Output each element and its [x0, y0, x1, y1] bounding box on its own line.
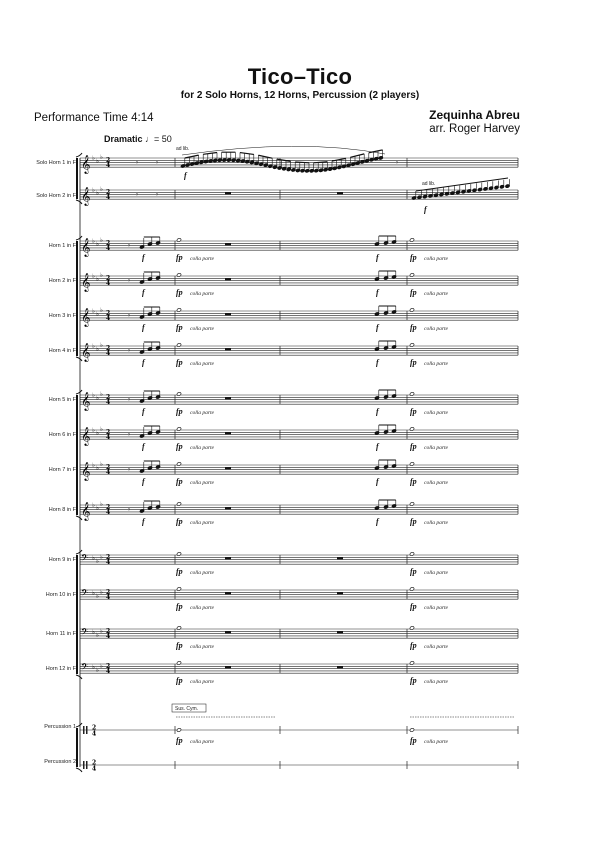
dynamic-fp: fp [410, 442, 417, 451]
whole-note [177, 502, 182, 506]
colla-parte-marking: colla parte [190, 520, 214, 526]
sus-cym-label: Sus. Cym. [175, 706, 199, 712]
piece-title: Tico–Tico [247, 64, 353, 89]
colla-parte-marking: colla parte [190, 739, 214, 745]
dynamic-fp: fp [176, 676, 183, 685]
dynamic-fp: fp [176, 407, 183, 416]
key-signature-flat: ♭ [100, 628, 103, 635]
eighth-rest: 𝄾 [156, 191, 158, 199]
whole-note [177, 308, 182, 312]
eighth-rest: 𝄾 [128, 396, 130, 404]
whole-rest [225, 592, 231, 594]
dynamic-fp: fp [176, 567, 183, 576]
key-signature-flat: ♭ [96, 346, 99, 353]
dynamic-fp: fp [410, 736, 417, 745]
dynamic-fp: fp [176, 253, 183, 262]
key-signature-flat: ♭ [100, 154, 103, 161]
key-signature-flat: ♭ [100, 237, 103, 244]
time-signature-top: 2 [92, 724, 97, 732]
whole-rest [225, 631, 231, 633]
colla-parte-marking: colla parte [424, 644, 448, 650]
dynamic-f: f [376, 323, 379, 332]
composer-name: Zequinha Abreu [429, 108, 520, 122]
eighth-rest: 𝄾 [128, 506, 130, 514]
treble-clef: 𝄞 [81, 342, 91, 362]
whole-note [177, 587, 182, 591]
eighth-rest: 𝄾 [128, 347, 130, 355]
dynamic-fp: fp [410, 517, 417, 526]
eighth-rest: 𝄾 [128, 312, 130, 320]
dynamic-fp: fp [410, 567, 417, 576]
key-signature-flat: ♭ [96, 190, 99, 197]
percussion-clef [83, 761, 85, 769]
bass-clef: 𝄢 [81, 626, 89, 640]
time-signature-bottom: 4 [106, 399, 111, 407]
whole-note [177, 552, 182, 556]
bass-clef: 𝄢 [81, 661, 89, 675]
whole-rest [225, 557, 231, 559]
whole-note [410, 502, 415, 506]
beam [240, 153, 254, 155]
colla-parte-marking: colla parte [190, 445, 214, 451]
whole-note [410, 587, 415, 591]
dynamic-f: f [424, 205, 427, 214]
whole-note [410, 273, 415, 277]
key-signature-flat: ♭ [92, 664, 95, 671]
eighth-rest: 𝄾 [128, 277, 130, 285]
whole-note [177, 392, 182, 396]
dynamic-f: f [142, 477, 145, 486]
percussion-clef [86, 726, 88, 734]
time-signature-bottom: 4 [106, 559, 111, 567]
beam [350, 154, 364, 157]
colla-parte-marking: colla parte [190, 679, 214, 685]
key-signature-flat: ♭ [96, 430, 99, 437]
whole-rest [225, 507, 231, 509]
colla-parte-marking: colla parte [424, 679, 448, 685]
whole-note [177, 626, 182, 630]
whole-note [410, 343, 415, 347]
dynamic-f: f [376, 517, 379, 526]
whole-note [410, 462, 415, 466]
beam [203, 152, 217, 154]
key-signature-flat: ♭ [96, 593, 99, 600]
key-signature-flat: ♭ [96, 276, 99, 283]
dynamic-f: f [142, 407, 145, 416]
dynamic-fp: fp [410, 253, 417, 262]
whole-rest [225, 397, 231, 399]
metronome-mark: ♩= 50 [145, 134, 172, 144]
time-signature-bottom: 4 [106, 162, 111, 170]
colla-parte-marking: colla parte [424, 256, 448, 262]
key-signature-flat: ♭ [100, 272, 103, 279]
key-signature-flat: ♭ [100, 186, 103, 193]
key-signature-flat: ♭ [92, 590, 95, 597]
colla-parte-marking: colla parte [424, 326, 448, 332]
time-signature-top: 2 [106, 394, 111, 402]
whole-rest [337, 592, 343, 594]
time-signature-bottom: 4 [106, 315, 111, 323]
dynamic-fp: fp [176, 517, 183, 526]
instrument-name-horn-3: Horn 3 in F [48, 313, 76, 319]
dynamic-f: f [142, 517, 145, 526]
eighth-rest: 𝄾 [396, 159, 398, 167]
dynamic-f: f [142, 253, 145, 262]
dynamic-f: f [376, 442, 379, 451]
whole-rest [337, 631, 343, 633]
time-signature-top: 2 [106, 554, 111, 562]
time-signature-bottom: 4 [106, 350, 111, 358]
bass-clef: 𝄢 [81, 552, 89, 566]
key-signature-flat: ♭ [96, 241, 99, 248]
key-signature-flat: ♭ [92, 308, 95, 315]
key-signature-flat: ♭ [96, 505, 99, 512]
key-signature-flat: ♭ [92, 502, 95, 509]
colla-parte-marking: colla parte [424, 445, 448, 451]
key-signature-flat: ♭ [92, 427, 95, 434]
colla-parte-marking: colla parte [424, 410, 448, 416]
whole-rest [225, 243, 231, 245]
colla-parte-marking: colla parte [190, 291, 214, 297]
dynamic-f: f [142, 442, 145, 451]
whole-rest [225, 432, 231, 434]
time-signature-bottom: 4 [106, 594, 111, 602]
cymbal-roll-note [177, 728, 182, 732]
whole-note [410, 661, 415, 665]
whole-note [410, 308, 415, 312]
dynamic-f: f [376, 358, 379, 367]
cymbal-roll-note [410, 728, 415, 732]
key-signature-flat: ♭ [100, 391, 103, 398]
dynamic-fp: fp [410, 288, 417, 297]
dynamic-f: f [376, 477, 379, 486]
eighth-rest: 𝄾 [128, 466, 130, 474]
whole-note [177, 427, 182, 431]
colla-parte-marking: colla parte [190, 605, 214, 611]
time-signature-bottom: 4 [92, 730, 97, 738]
percussion-clef [86, 761, 88, 769]
whole-note [410, 238, 415, 242]
dynamic-fp: fp [410, 323, 417, 332]
key-signature-flat: ♭ [100, 663, 103, 670]
instrument-name-percussion-2: Percussion 2 [44, 759, 76, 765]
treble-clef: 𝄞 [81, 272, 91, 292]
dynamic-fp: fp [176, 358, 183, 367]
whole-rest [225, 192, 231, 194]
whole-rest [337, 666, 343, 668]
whole-rest [337, 557, 343, 559]
time-signature-top: 2 [106, 663, 111, 671]
treble-clef: 𝄞 [81, 307, 91, 327]
time-signature-bottom: 4 [106, 668, 111, 676]
whole-rest [225, 467, 231, 469]
beam [185, 155, 199, 158]
instrument-name-horn-11: Horn 11 in F [46, 631, 76, 637]
colla-parte-marking: colla parte [424, 520, 448, 526]
colla-parte-marking: colla parte [424, 605, 448, 611]
dynamic-fp: fp [176, 288, 183, 297]
time-signature-top: 2 [106, 429, 111, 437]
bracket-horns-9-12-bottom [76, 675, 82, 679]
time-signature-top: 2 [106, 589, 111, 597]
time-signature-bottom: 4 [106, 194, 111, 202]
dynamic-fp: fp [176, 323, 183, 332]
ad-lib-marking: ad lib. [422, 181, 436, 187]
instrument-name-horn-4: Horn 4 in F [48, 348, 76, 354]
treble-clef: 𝄞 [81, 391, 91, 411]
key-signature-flat: ♭ [92, 629, 95, 636]
piece-subtitle: for 2 Solo Horns, 12 Horns, Percussion (2 players) [180, 90, 420, 101]
whole-note [410, 626, 415, 630]
instrument-name-percussion-1: Percussion 1 [44, 724, 76, 730]
colla-parte-marking: colla parte [424, 480, 448, 486]
whole-note [177, 238, 182, 242]
time-signature-top: 2 [106, 240, 111, 248]
dynamic-f: f [184, 171, 187, 180]
key-signature-flat: ♭ [92, 273, 95, 280]
key-signature-flat: ♭ [96, 667, 99, 674]
whole-note [410, 552, 415, 556]
instrument-name-solo-horn-1: Solo Horn 1 in F [36, 160, 76, 166]
time-signature-top: 2 [106, 628, 111, 636]
time-signature-top: 2 [106, 157, 111, 165]
time-signature-top: 2 [106, 189, 111, 197]
dynamic-fp: fp [176, 602, 183, 611]
treble-clef: 𝄞 [81, 154, 91, 174]
instrument-name-horn-9: Horn 9 in F [48, 557, 76, 563]
time-signature-bottom: 4 [106, 280, 111, 288]
whole-rest [225, 313, 231, 315]
whole-rest [225, 348, 231, 350]
beam [332, 158, 346, 161]
time-signature-bottom: 4 [106, 509, 111, 517]
key-signature-flat: ♭ [100, 461, 103, 468]
time-signature-top: 2 [106, 275, 111, 283]
dynamic-fp: fp [176, 477, 183, 486]
colla-parte-marking: colla parte [424, 291, 448, 297]
dynamic-fp: fp [410, 676, 417, 685]
time-signature-top: 2 [106, 310, 111, 318]
colla-parte-marking: colla parte [190, 480, 214, 486]
key-signature-flat: ♭ [96, 632, 99, 639]
treble-clef: 𝄞 [81, 426, 91, 446]
tempo-word: Dramatic [104, 134, 143, 144]
instrument-name-horn-7: Horn 7 in F [48, 467, 76, 473]
time-signature-bottom: 4 [92, 765, 97, 773]
instrument-name-horn-5: Horn 5 in F [48, 397, 76, 403]
dynamic-f: f [376, 253, 379, 262]
key-signature-flat: ♭ [92, 155, 95, 162]
time-signature-bottom: 4 [106, 434, 111, 442]
key-signature-flat: ♭ [96, 158, 99, 165]
colla-parte-marking: colla parte [424, 739, 448, 745]
instrument-name-horn-2: Horn 2 in F [48, 278, 76, 284]
treble-clef: 𝄞 [81, 186, 91, 206]
bracket-percussion-top [76, 723, 82, 727]
instrument-name-horn-12: Horn 12 in F [45, 666, 76, 672]
whole-rest [225, 666, 231, 668]
dynamic-f: f [376, 288, 379, 297]
key-signature-flat: ♭ [92, 555, 95, 562]
key-signature-flat: ♭ [96, 465, 99, 472]
colla-parte-marking: colla parte [190, 326, 214, 332]
time-signature-top: 2 [106, 504, 111, 512]
key-signature-flat: ♭ [100, 501, 103, 508]
dynamic-f: f [142, 288, 145, 297]
time-signature-bottom: 4 [106, 633, 111, 641]
key-signature-flat: ♭ [100, 554, 103, 561]
whole-note [177, 273, 182, 277]
colla-parte-marking: colla parte [424, 361, 448, 367]
time-signature-top: 2 [106, 345, 111, 353]
bass-clef: 𝄢 [81, 587, 89, 601]
whole-note [177, 661, 182, 665]
colla-parte-marking: colla parte [190, 410, 214, 416]
eighth-rest: 𝄾 [136, 159, 138, 167]
arranger-name: arr. Roger Harvey [429, 123, 520, 135]
dynamic-f: f [376, 407, 379, 416]
performance-time: Performance Time 4:14 [34, 112, 154, 124]
whole-rest [337, 192, 343, 194]
instrument-name-horn-1: Horn 1 in F [48, 243, 76, 249]
dynamic-fp: fp [410, 641, 417, 650]
colla-parte-marking: colla parte [190, 256, 214, 262]
key-signature-flat: ♭ [100, 307, 103, 314]
bracket-percussion-bottom [76, 768, 82, 772]
colla-parte-marking: colla parte [190, 570, 214, 576]
treble-clef: 𝄞 [81, 461, 91, 481]
time-signature-top: 2 [106, 464, 111, 472]
key-signature-flat: ♭ [92, 187, 95, 194]
dynamic-f: f [142, 323, 145, 332]
whole-note [410, 427, 415, 431]
treble-clef: 𝄞 [81, 501, 91, 521]
ad-lib-marking: ad lib. [176, 146, 190, 152]
instrument-name-horn-6: Horn 6 in F [48, 432, 76, 438]
instrument-name-horn-8: Horn 8 in F [48, 507, 76, 513]
key-signature-flat: ♭ [100, 589, 103, 596]
whole-note [177, 343, 182, 347]
colla-parte-marking: colla parte [190, 644, 214, 650]
dynamic-fp: fp [176, 442, 183, 451]
key-signature-flat: ♭ [92, 462, 95, 469]
dynamic-fp: fp [410, 407, 417, 416]
dynamic-fp: fp [176, 736, 183, 745]
key-signature-flat: ♭ [96, 311, 99, 318]
dynamic-fp: fp [176, 641, 183, 650]
time-signature-bottom: 4 [106, 245, 111, 253]
eighth-rest: 𝄾 [128, 431, 130, 439]
instrument-name-solo-horn-2: Solo Horn 2 in F [36, 193, 76, 199]
eighth-rest: 𝄾 [128, 242, 130, 250]
key-signature-flat: ♭ [96, 395, 99, 402]
key-signature-flat: ♭ [100, 426, 103, 433]
key-signature-flat: ♭ [96, 558, 99, 565]
whole-rest [225, 278, 231, 280]
dynamic-fp: fp [410, 358, 417, 367]
eighth-rest: 𝄾 [136, 191, 138, 199]
dynamic-f: f [142, 358, 145, 367]
key-signature-flat: ♭ [92, 343, 95, 350]
colla-parte-marking: colla parte [424, 570, 448, 576]
treble-clef: 𝄞 [81, 237, 91, 257]
dynamic-fp: fp [410, 602, 417, 611]
key-signature-flat: ♭ [92, 238, 95, 245]
colla-parte-marking: colla parte [190, 361, 214, 367]
time-signature-bottom: 4 [106, 469, 111, 477]
key-signature-flat: ♭ [92, 392, 95, 399]
instrument-name-horn-10: Horn 10 in F [45, 592, 76, 598]
time-signature-top: 2 [92, 759, 97, 767]
eighth-rest: 𝄾 [156, 159, 158, 167]
whole-note [177, 462, 182, 466]
dynamic-fp: fp [410, 477, 417, 486]
whole-note [410, 392, 415, 396]
percussion-clef [83, 726, 85, 734]
key-signature-flat: ♭ [100, 342, 103, 349]
